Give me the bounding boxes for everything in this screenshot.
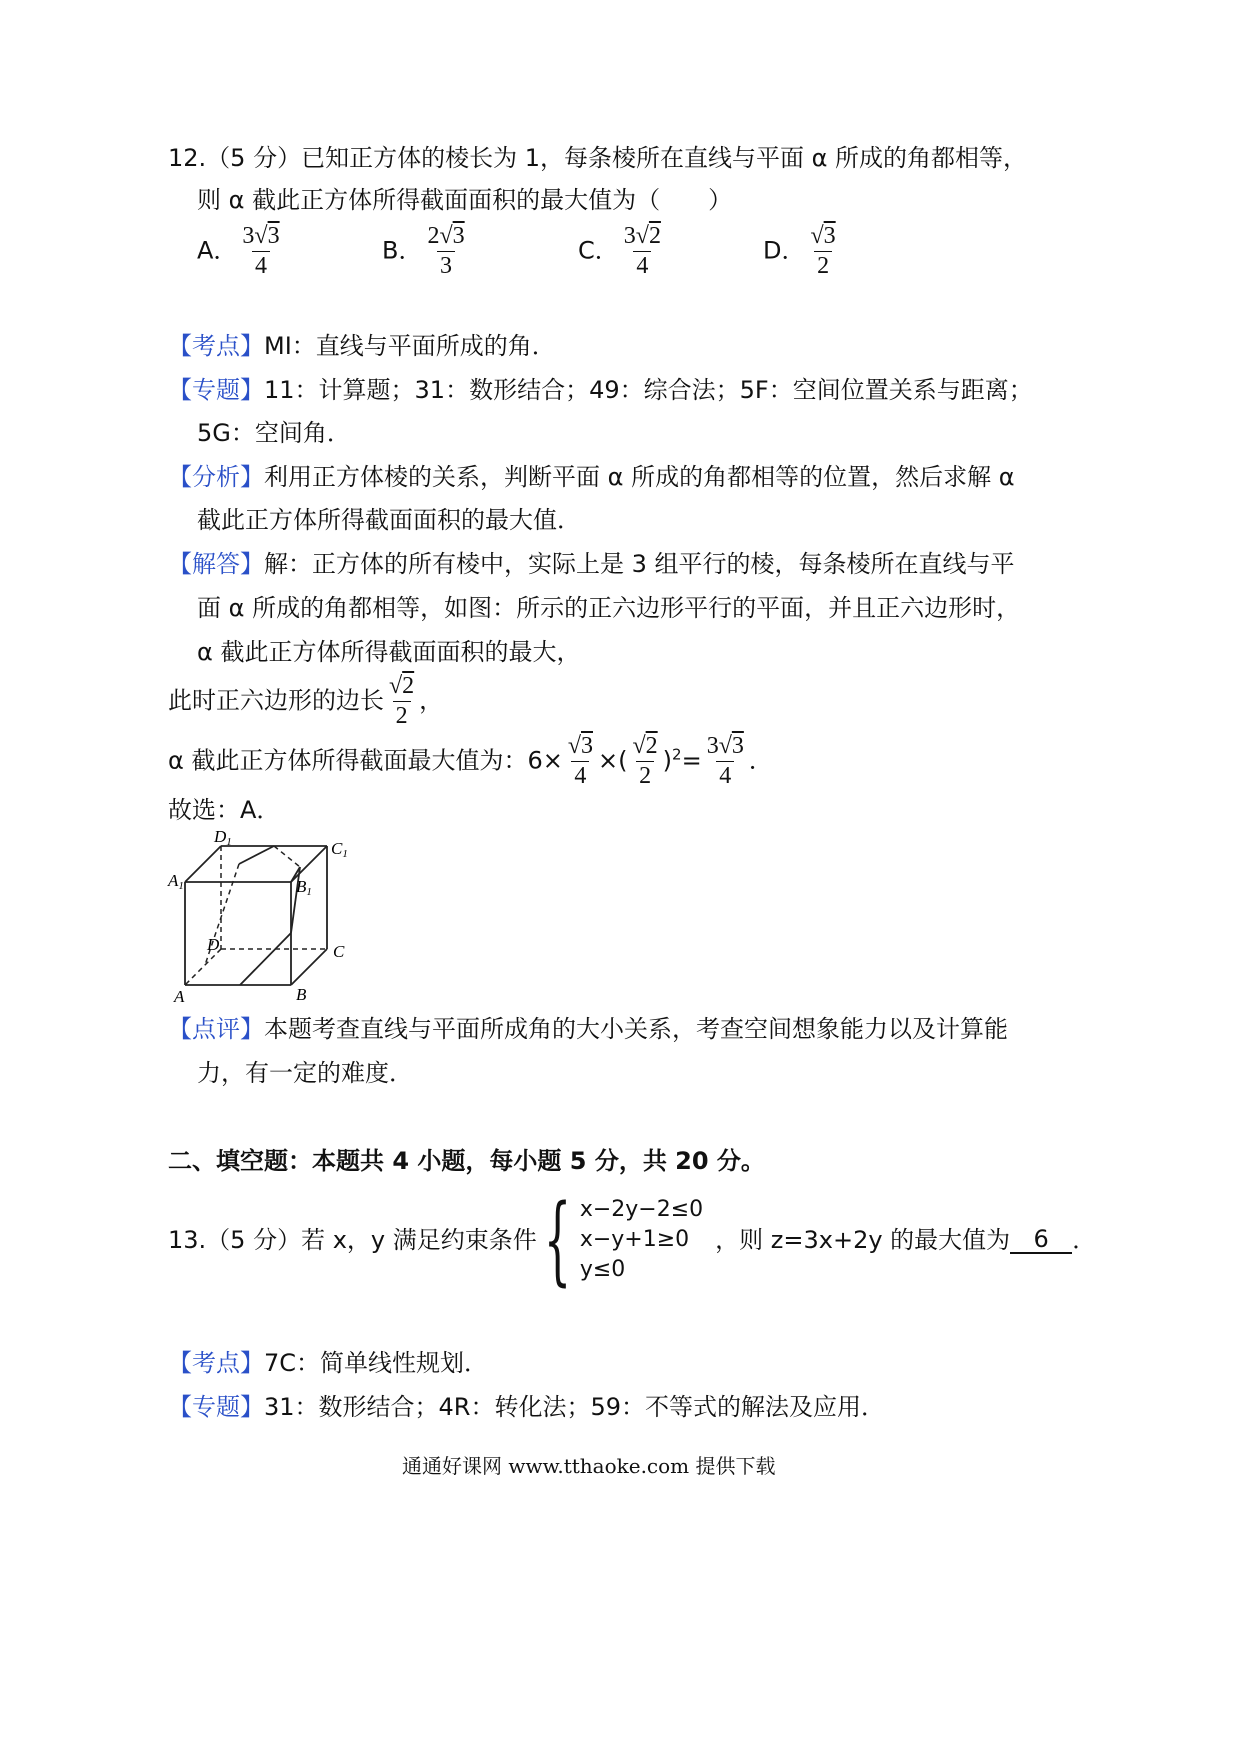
- jieda-text-3: α 截此正方体所得截面面积的最大，: [197, 638, 581, 666]
- dianping-row: [168, 1017, 1008, 1041]
- edge: [291, 949, 327, 985]
- hidden-edge: [185, 949, 221, 985]
- fraction: $\frac{2√3}{3}$: [427, 223, 465, 280]
- kaodian-row: [168, 334, 556, 358]
- fraction: $\frac{3√2}{4}$: [623, 223, 661, 280]
- fraction: $\frac{√2}{2}$: [389, 673, 415, 730]
- option-label: B．: [382, 236, 423, 265]
- q13-zhuanti-row: [168, 1395, 885, 1419]
- side-text: 此时正六边形的边长: [168, 686, 384, 715]
- constraint: y≤0: [579, 1257, 626, 1282]
- q13-prefix: 13.（5 分）若 x，y 满足约束条件: [168, 1226, 537, 1254]
- q12-line2: 则 α 截此正方体所得截面面积的最大值为（ ）: [197, 186, 733, 214]
- label-b: B: [296, 985, 307, 1004]
- max-value-line: [168, 734, 773, 789]
- zhuanti-text: 11：计算题；31：数形结合；49：综合法；5F：空间位置关系与距离；: [264, 376, 1033, 404]
- label-c1: C1: [331, 839, 348, 860]
- constraint: x−2y−2≤0: [579, 1197, 704, 1222]
- hexagon-edge: [239, 846, 274, 864]
- q12-option-c: [578, 224, 666, 279]
- label-b1: B1: [296, 877, 312, 898]
- jieda-text: 解：正方体的所有棱中，实际上是 3 组平行的棱，每条棱所在直线与平: [264, 550, 1015, 578]
- hexagon-hidden-edge: [274, 846, 300, 867]
- label-c: C: [333, 942, 345, 961]
- kaodian-tag: 【考点】: [168, 332, 264, 360]
- punct: ，: [419, 686, 444, 715]
- fenxi-text-2: 截此正方体所得截面面积的最大值．: [197, 506, 581, 534]
- punct: ．: [748, 746, 773, 775]
- label-a: A: [174, 987, 185, 1006]
- exponent: 2: [672, 745, 682, 764]
- label-a1: A1: [168, 871, 184, 892]
- option-label: C．: [578, 236, 619, 265]
- zhuanti-tag: 【专题】: [168, 376, 264, 404]
- brace-icon: {: [543, 1184, 572, 1296]
- q13-kaodian-row: [168, 1351, 488, 1375]
- fenxi-row: [168, 465, 1015, 489]
- fraction: $\frac{3√3}{4}$: [242, 223, 280, 280]
- page-footer: 通通好课网 www.tthaoke.com 提供下载: [402, 1454, 776, 1478]
- option-label: D．: [763, 236, 806, 265]
- q13-line: [168, 1184, 1097, 1296]
- constraint-system: [537, 1184, 704, 1296]
- times-sign: ×: [598, 746, 619, 775]
- equals: =: [681, 746, 702, 775]
- kaodian-tag: 【考点】: [168, 1349, 264, 1377]
- dianping-text: 本题考查直线与平面所成角的大小关系，考查空间想象能力以及计算能: [264, 1015, 1008, 1043]
- label-d: D: [207, 935, 220, 954]
- hexagon-edge: [240, 933, 291, 985]
- cube-figure: [160, 822, 370, 1008]
- constraint: x−y+1≥0: [579, 1227, 690, 1252]
- section-title: 二、填空题：本题共 4 小题，每小题 5 分，共 20 分。: [168, 1147, 765, 1175]
- q12-option-a: [197, 224, 285, 279]
- kaodian-text: 7C：简单线性规划．: [264, 1349, 489, 1377]
- fraction: $\frac{3√3}{4}$: [706, 733, 744, 790]
- jieda-tag: 【解答】: [168, 550, 264, 578]
- answer-blank: 6: [1010, 1226, 1072, 1254]
- fraction: $\frac{√2}{2}$: [632, 733, 658, 790]
- jieda-row: [168, 552, 1015, 576]
- kaodian-text: MI：直线与平面所成的角．: [264, 332, 556, 360]
- punct: ．: [1072, 1226, 1097, 1254]
- max-text: α 截此正方体所得截面最大值为：6×: [168, 746, 563, 775]
- q12-line1: 12.（5 分）已知正方体的棱长为 1，每条棱所在直线与平面 α 所成的角都相等，: [168, 144, 1028, 172]
- q12-option-b: [382, 224, 470, 279]
- label-d1: D1: [214, 827, 232, 848]
- zhuanti-text-2: 5G：空间角．: [197, 419, 351, 447]
- jieda-text-2: 面 α 所成的角都相等，如图：所示的正六边形平行的平面，并且正六边形时，: [197, 594, 1021, 622]
- q13-suffix: ，则 z=3x+2y 的最大值为: [715, 1226, 1011, 1254]
- option-label: A．: [197, 236, 238, 265]
- edge: [185, 846, 221, 882]
- zhuanti-row: [168, 378, 1033, 402]
- fraction: $\frac{√3}{2}$: [810, 223, 836, 280]
- dianping-text-2: 力，有一定的难度．: [197, 1059, 413, 1087]
- q12-option-d: [763, 224, 841, 279]
- answer-line: 故选：A．: [168, 796, 281, 824]
- fenxi-text: 利用正方体棱的关系，判断平面 α 所成的角都相等的位置，然后求解 α: [264, 463, 1015, 491]
- fraction: $\frac{√3}{4}$: [567, 733, 593, 790]
- fenxi-tag: 【分析】: [168, 463, 264, 491]
- side-length-line: [168, 674, 443, 729]
- paren: (: [618, 746, 628, 775]
- paren: ): [662, 746, 673, 775]
- zhuanti-tag: 【专题】: [168, 1393, 264, 1421]
- zhuanti-text: 31：数形结合；4R：转化法；59：不等式的解法及应用．: [264, 1393, 886, 1421]
- dianping-tag: 【点评】: [168, 1015, 264, 1043]
